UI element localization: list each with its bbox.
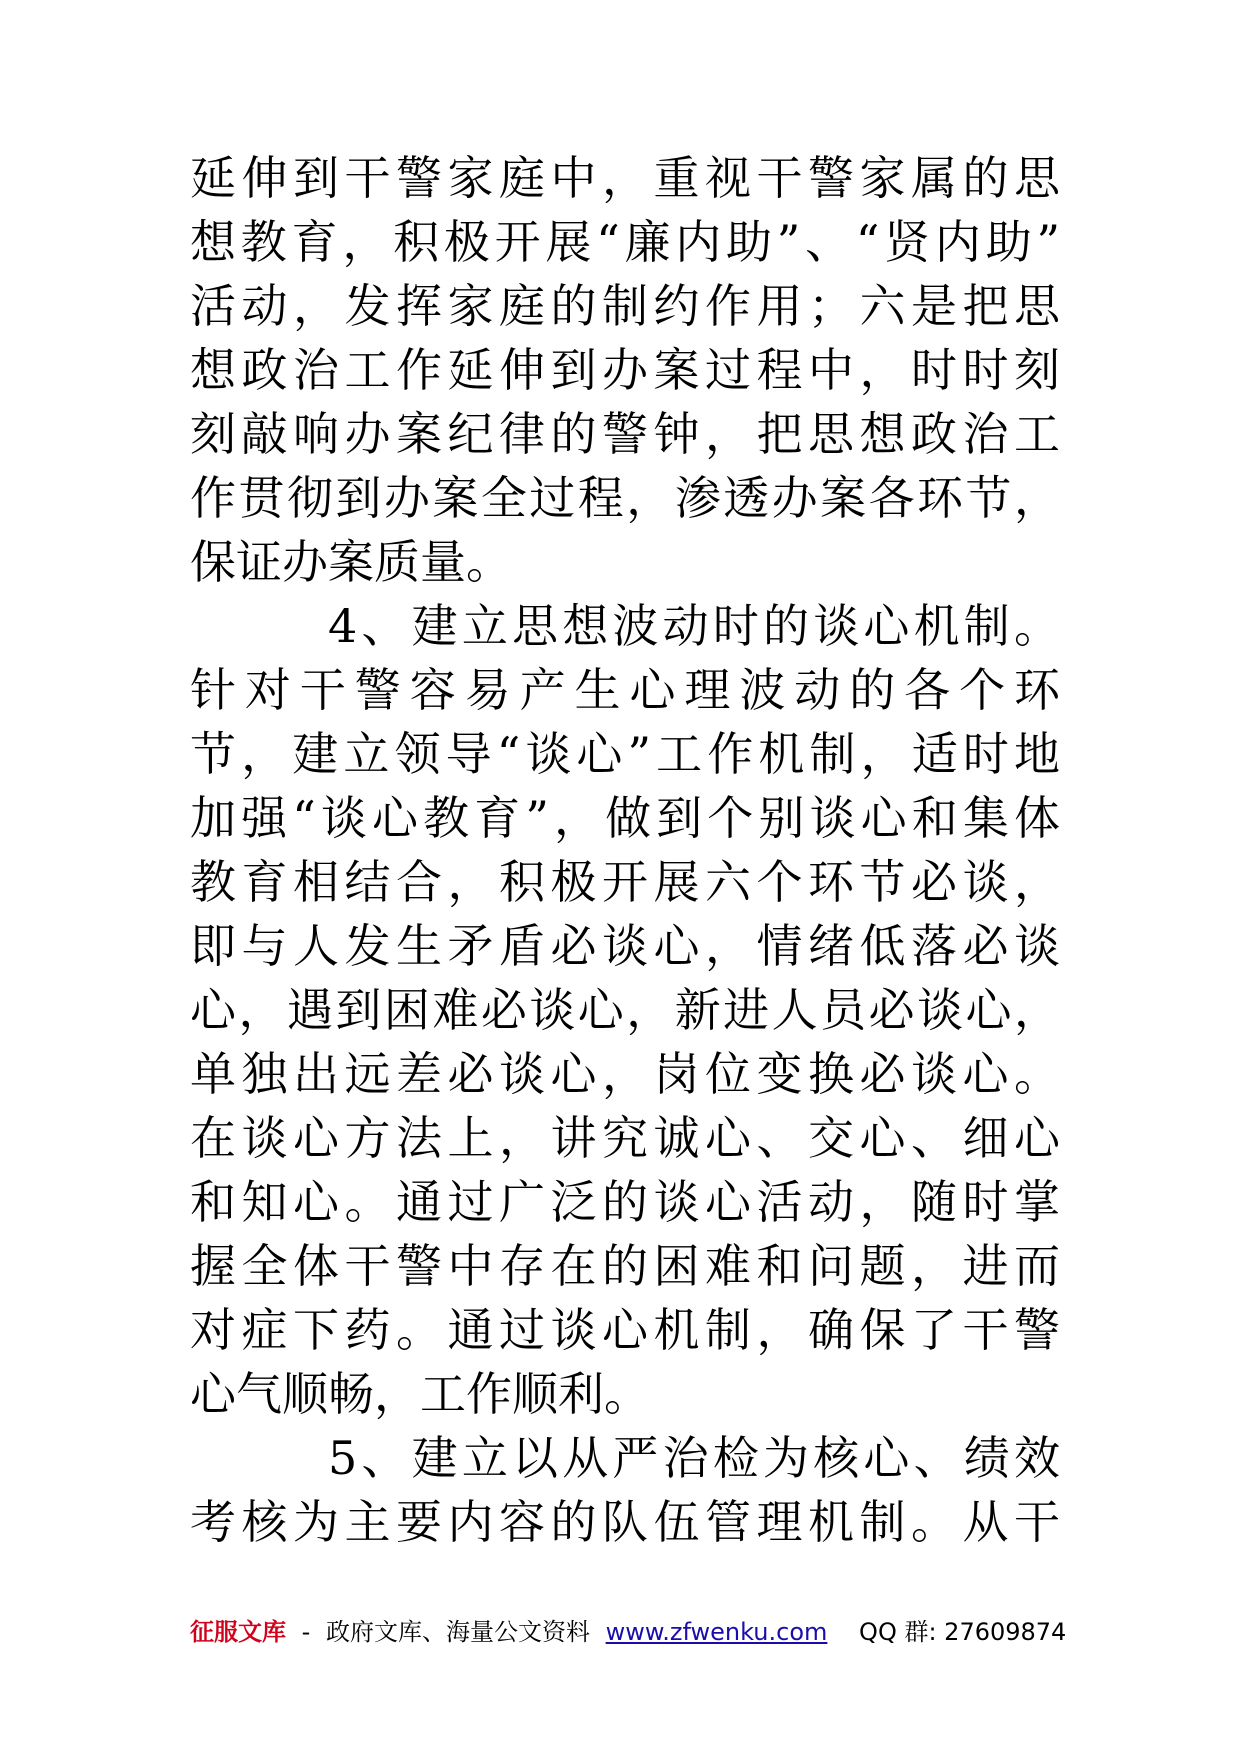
footer-brand: 征服文库 [190,1618,286,1646]
text-line: 活动，发挥家庭的制约作用；六是把思 [190,279,1060,333]
text-line: 对症下药。通过谈心机制，确保了干警 [190,1303,1060,1357]
section-heading: 4、建立思想波动时的谈心机制。 [328,599,1060,653]
text-line: 针对干警容易产生心理波动的各个环 [190,663,1060,717]
text-line: 和知心。通过广泛的谈心活动，随时掌 [190,1175,1060,1229]
text-line: 作贯彻到办案全过程，渗透办案各环节， [190,471,1060,525]
text-line: 想政治工作延伸到办案过程中，时时刻 [190,343,1060,397]
text-line: 单独出远差必谈心，岗位变换必谈心。 [190,1047,1060,1101]
text-line: 考核为主要内容的队伍管理机制。从干 [190,1495,1060,1549]
section-heading: 5、建立以从严治检为核心、绩效 [328,1431,1060,1485]
text-line: 心气顺畅，工作顺利。 [190,1367,650,1421]
text-line: 节，建立领导“谈心”工作机制，适时地 [190,727,1060,781]
footer-tagline: 政府文库、海量公文资料 [325,1618,590,1646]
page-footer [190,1612,1067,1652]
text-line: 心，遇到困难必谈心，新进人员必谈心， [190,983,1060,1037]
text-line: 在谈心方法上，讲究诚心、交心、细心 [190,1111,1060,1165]
text-line: 即与人发生矛盾必谈心，情绪低落必谈 [190,919,1060,973]
footer-qq-group: QQ 群: 27609874 [859,1618,1067,1646]
text-line: 刻敲响办案纪律的警钟，把思想政治工 [190,407,1060,461]
text-line: 延伸到干警家庭中，重视干警家属的思 [190,151,1060,205]
footer-website-link[interactable]: www.zfwenku.com [605,1618,828,1646]
text-line: 想教育，积极开展“廉内助”、“贤内助” [190,215,1060,269]
text-line: 教育相结合，积极开展六个环节必谈， [190,855,1060,909]
text-line: 保证办案质量。 [190,535,512,589]
text-line: 握全体干警中存在的困难和问题，进而 [190,1239,1060,1293]
text-line: 加强“谈心教育”，做到个别谈心和集体 [190,791,1060,845]
footer-separator: - [301,1618,311,1646]
document-body [190,146,1060,1554]
